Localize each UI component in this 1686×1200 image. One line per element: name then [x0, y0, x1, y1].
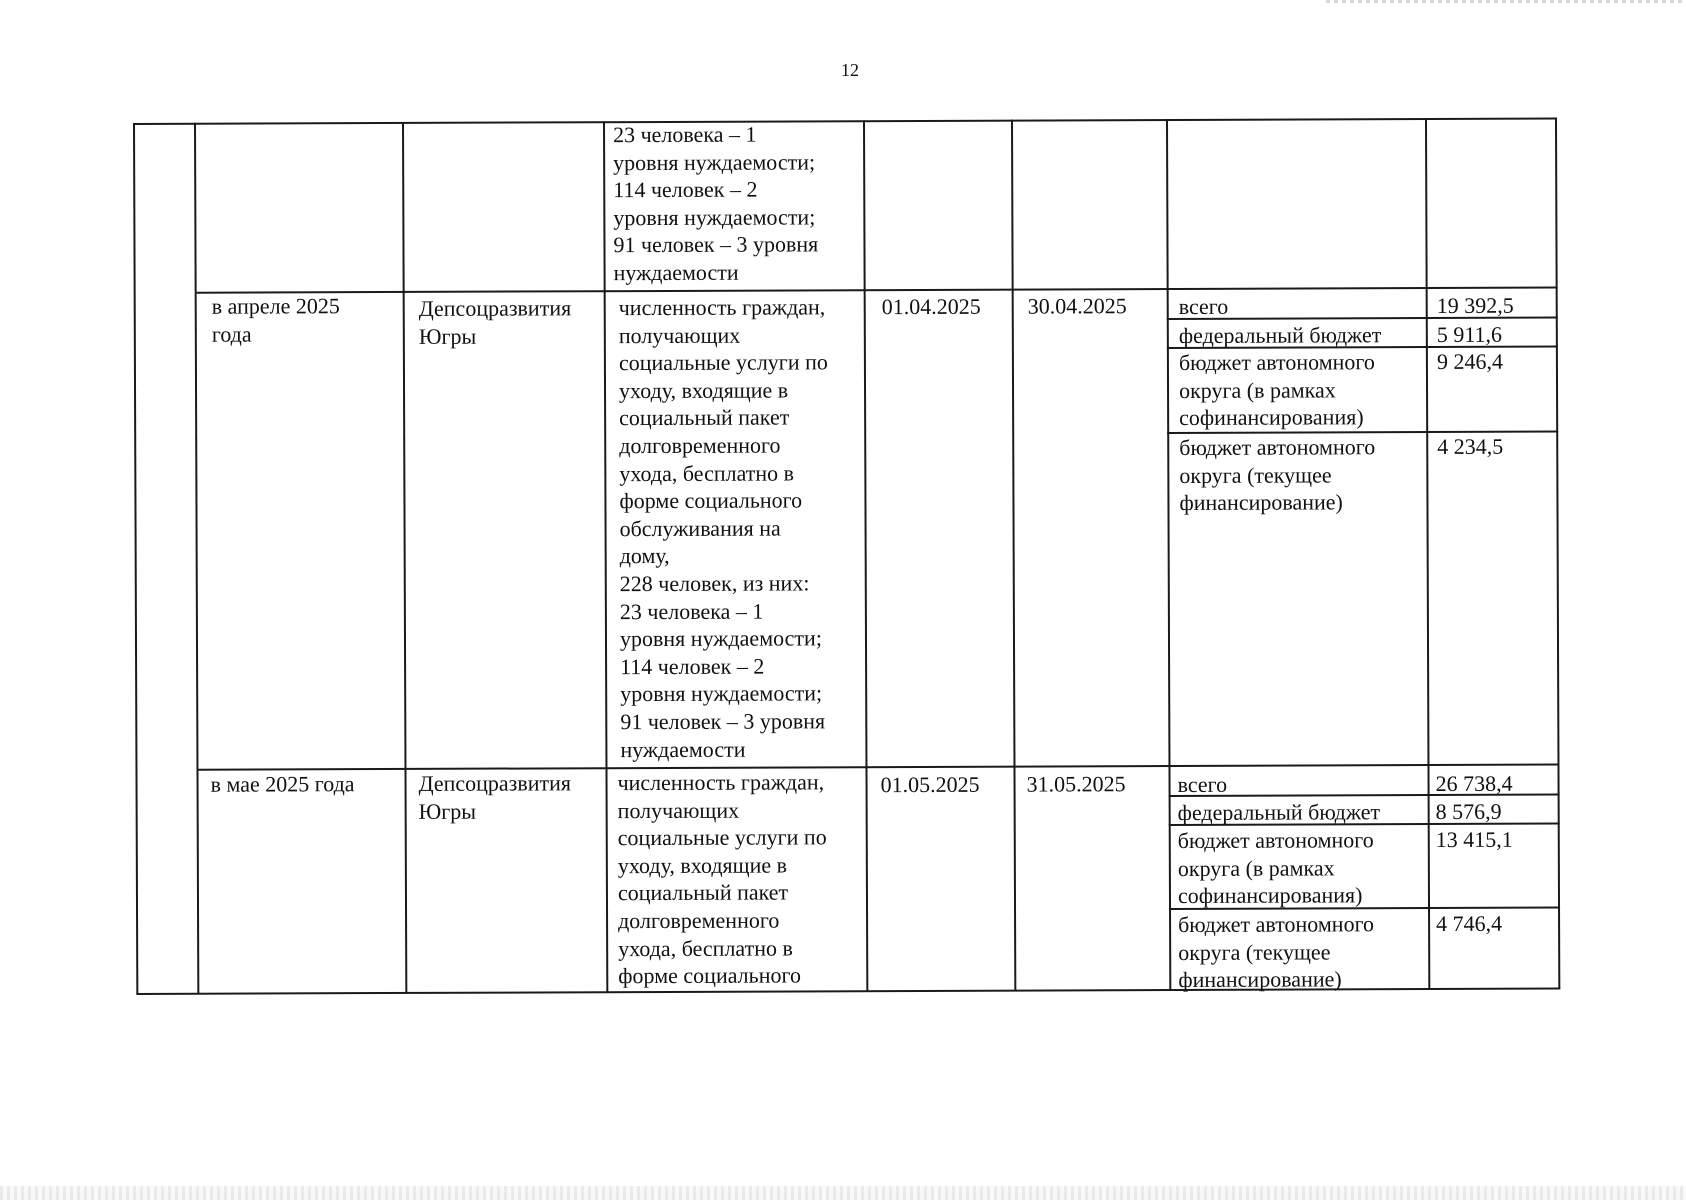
start-date-april: 01.04.2025	[881, 293, 981, 320]
responsible-may: Депсоцразвития Югры	[418, 770, 572, 824]
target-text-continued: 23 человека – 1 уровня нуждаемости; 114 человек – 2 уровня нуждаемости; 91 человек – 3 уровня нуждаемости	[613, 121, 819, 286]
funding-source-may-total: всего	[1177, 771, 1228, 797]
funding-source-april-cofinancing: бюджет автономного округа (в рамках софинансирования)	[1178, 349, 1375, 431]
funding-source-may-cofinancing: бюджет автономного округа (в рамках софинансирования)	[1177, 827, 1374, 909]
col-divider-6	[1166, 119, 1171, 990]
start-date-may: 01.05.2025	[880, 771, 980, 798]
col-divider-2	[402, 122, 407, 993]
plan-table	[133, 118, 1560, 1003]
target-text-april: численность граждан, получающих социальные услуги по уходу, входящие в социальный пакет долговременного ухода, бесплатно в форме социального обслуживания на дому, 228 человек, из них: 23 человека – 1 уровня нуждаемости; 114 человек – 2 уровня нуждаемости; 91 человек – 3 уровня нуждаемости	[618, 294, 828, 762]
funding-source-april-total: всего	[1178, 293, 1229, 319]
row-separator-may	[198, 764, 1559, 771]
table-right-border	[1555, 118, 1560, 989]
funding-source-may-federal: федеральный бюджет	[1177, 799, 1381, 825]
funding-amount-may-current: 4 746,4	[1436, 910, 1503, 937]
funding-amount-may-cofinancing: 13 415,1	[1435, 826, 1513, 853]
funding-amount-may-total: 26 738,4	[1435, 770, 1513, 797]
funding-amount-may-federal: 8 576,9	[1435, 798, 1502, 825]
period-april: в апреле 2025 года	[211, 293, 340, 347]
target-text-may: численность граждан, получающих социальные услуги по уходу, входящие в социальный пакет долговременного ухода, бесплатно в форме социального	[617, 769, 827, 989]
end-date-april: 30.04.2025	[1027, 293, 1127, 319]
col-divider-7	[1425, 118, 1430, 989]
funding-source-april-federal: федеральный бюджет	[1178, 322, 1382, 348]
end-date-may: 31.05.2025	[1026, 771, 1126, 797]
table-top-border	[196, 118, 1557, 125]
col-divider-1	[194, 123, 199, 994]
row-separator-april	[197, 287, 1558, 294]
responsible-april: Депсоцразвития Югры	[418, 295, 572, 349]
period-may: в мае 2025 года	[210, 771, 355, 797]
funding-amount-april-federal: 5 911,6	[1436, 321, 1503, 347]
page-number: 12	[841, 60, 859, 80]
funding-source-april-current: бюджет автономного округа (текущее финансирование)	[1179, 434, 1376, 516]
funding-amount-april-current: 4 234,5	[1437, 433, 1504, 459]
funding-amount-april-total: 19 392,5	[1436, 292, 1514, 318]
col-divider-3	[603, 121, 608, 992]
scan-edge-bottom	[0, 1186, 1686, 1200]
scan-edge-top	[1326, 0, 1686, 3]
col-divider-5	[1011, 120, 1016, 991]
table-left-border	[133, 123, 138, 994]
funding-amount-april-cofinancing: 9 246,4	[1436, 348, 1503, 374]
outer-top-border	[133, 123, 196, 125]
col-divider-4	[863, 120, 868, 991]
funding-source-may-current: бюджет автономного округа (текущее финансирование)	[1178, 911, 1375, 993]
